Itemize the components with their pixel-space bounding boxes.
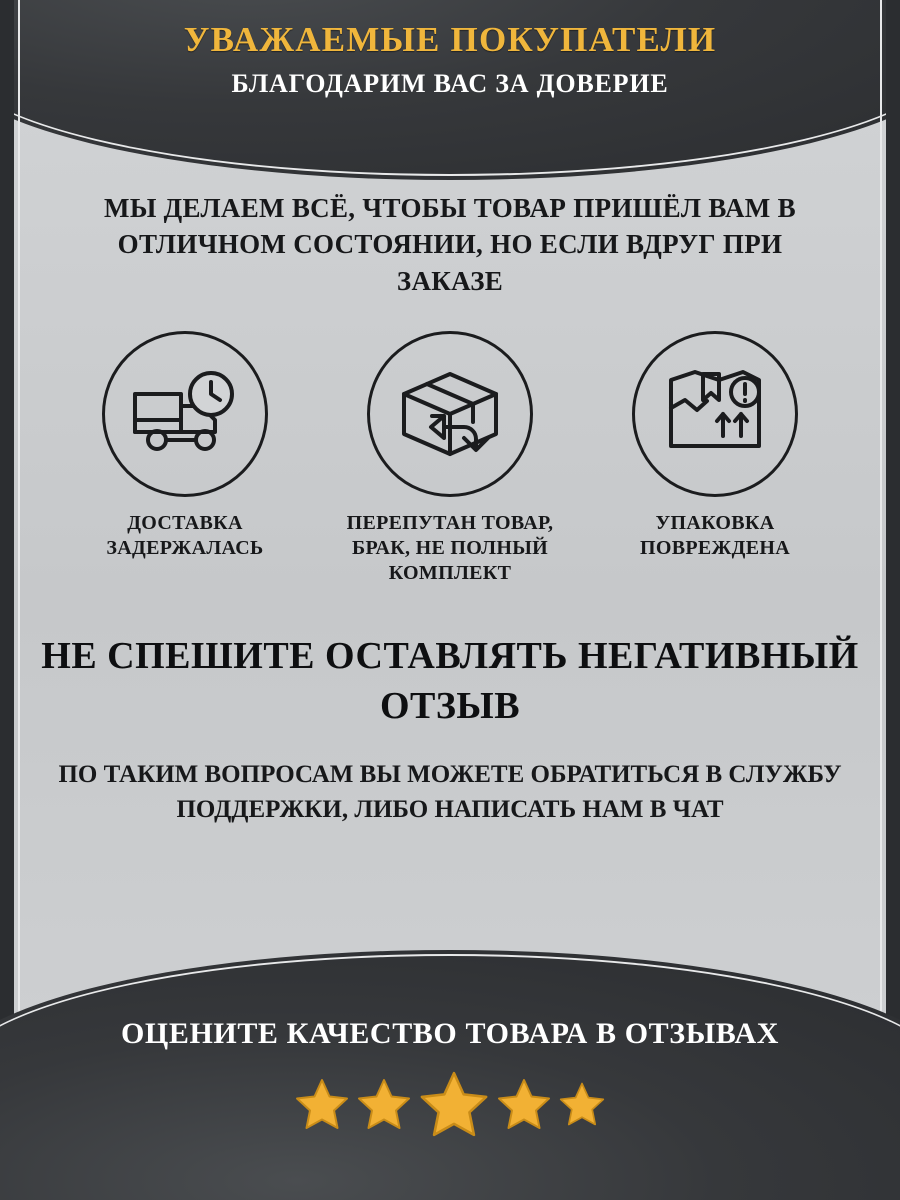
header-banner	[0, 0, 900, 200]
star-icon[interactable]	[356, 1077, 412, 1136]
lead-paragraph: МЫ ДЕЛАЕМ ВСЁ, ЧТОБЫ ТОВАР ПРИШЁЛ ВАМ В ОТЛИЧНОМ СОСТОЯНИИ, НО ЕСЛИ ВДРУГ ПРИ ЗАКАЗЕ	[104, 193, 796, 296]
star-icon[interactable]	[294, 1077, 350, 1136]
damaged-package-icon	[632, 331, 798, 497]
support-note: ПО ТАКИМ ВОПРОСАМ ВЫ МОЖЕТЕ ОБРАТИТЬСЯ В СЛУЖБУ ПОДДЕРЖКИ, ЛИБО НАПИСАТЬ НАМ В ЧАТ	[58, 761, 842, 824]
footer-title: ОЦЕНИТЕ КАЧЕСТВО ТОВАРА В ОТЗЫВАХ	[120, 1017, 780, 1050]
delivery-truck-clock-icon	[102, 331, 268, 497]
issue-caption: УПАКОВКА ПОВРЕЖДЕНА	[640, 512, 790, 560]
header-text-block	[0, 20, 900, 101]
header-subtitle: БЛАГОДАРИМ ВАС ЗА ДОВЕРИЕ	[231, 69, 669, 98]
star-icon[interactable]	[418, 1069, 490, 1144]
footer-banner	[0, 940, 900, 1200]
box-return-arrow-icon	[367, 331, 533, 497]
issue-item-damaged-package	[590, 331, 840, 561]
issue-caption: ДОСТАВКА ЗАДЕРЖАЛАСЬ	[106, 512, 264, 560]
issue-item-delivery-delayed	[60, 331, 310, 561]
star-icon[interactable]	[558, 1081, 606, 1132]
rating-stars[interactable]	[0, 1069, 900, 1144]
issues-row	[40, 331, 860, 586]
main-headline: НЕ СПЕШИТЕ ОСТАВЛЯТЬ НЕГАТИВНЫЙ ОТЗЫВ	[41, 635, 859, 727]
star-icon[interactable]	[496, 1077, 552, 1136]
header-title: УВАЖАЕМЫЕ ПОКУПАТЕЛИ	[183, 20, 717, 59]
issue-caption: ПЕРЕПУТАН ТОВАР, БРАК, НЕ ПОЛНЫЙ КОМПЛЕКТ	[346, 512, 554, 585]
footer-text-block	[0, 1014, 900, 1144]
main-content	[40, 190, 860, 827]
issue-item-wrong-goods	[325, 331, 575, 586]
